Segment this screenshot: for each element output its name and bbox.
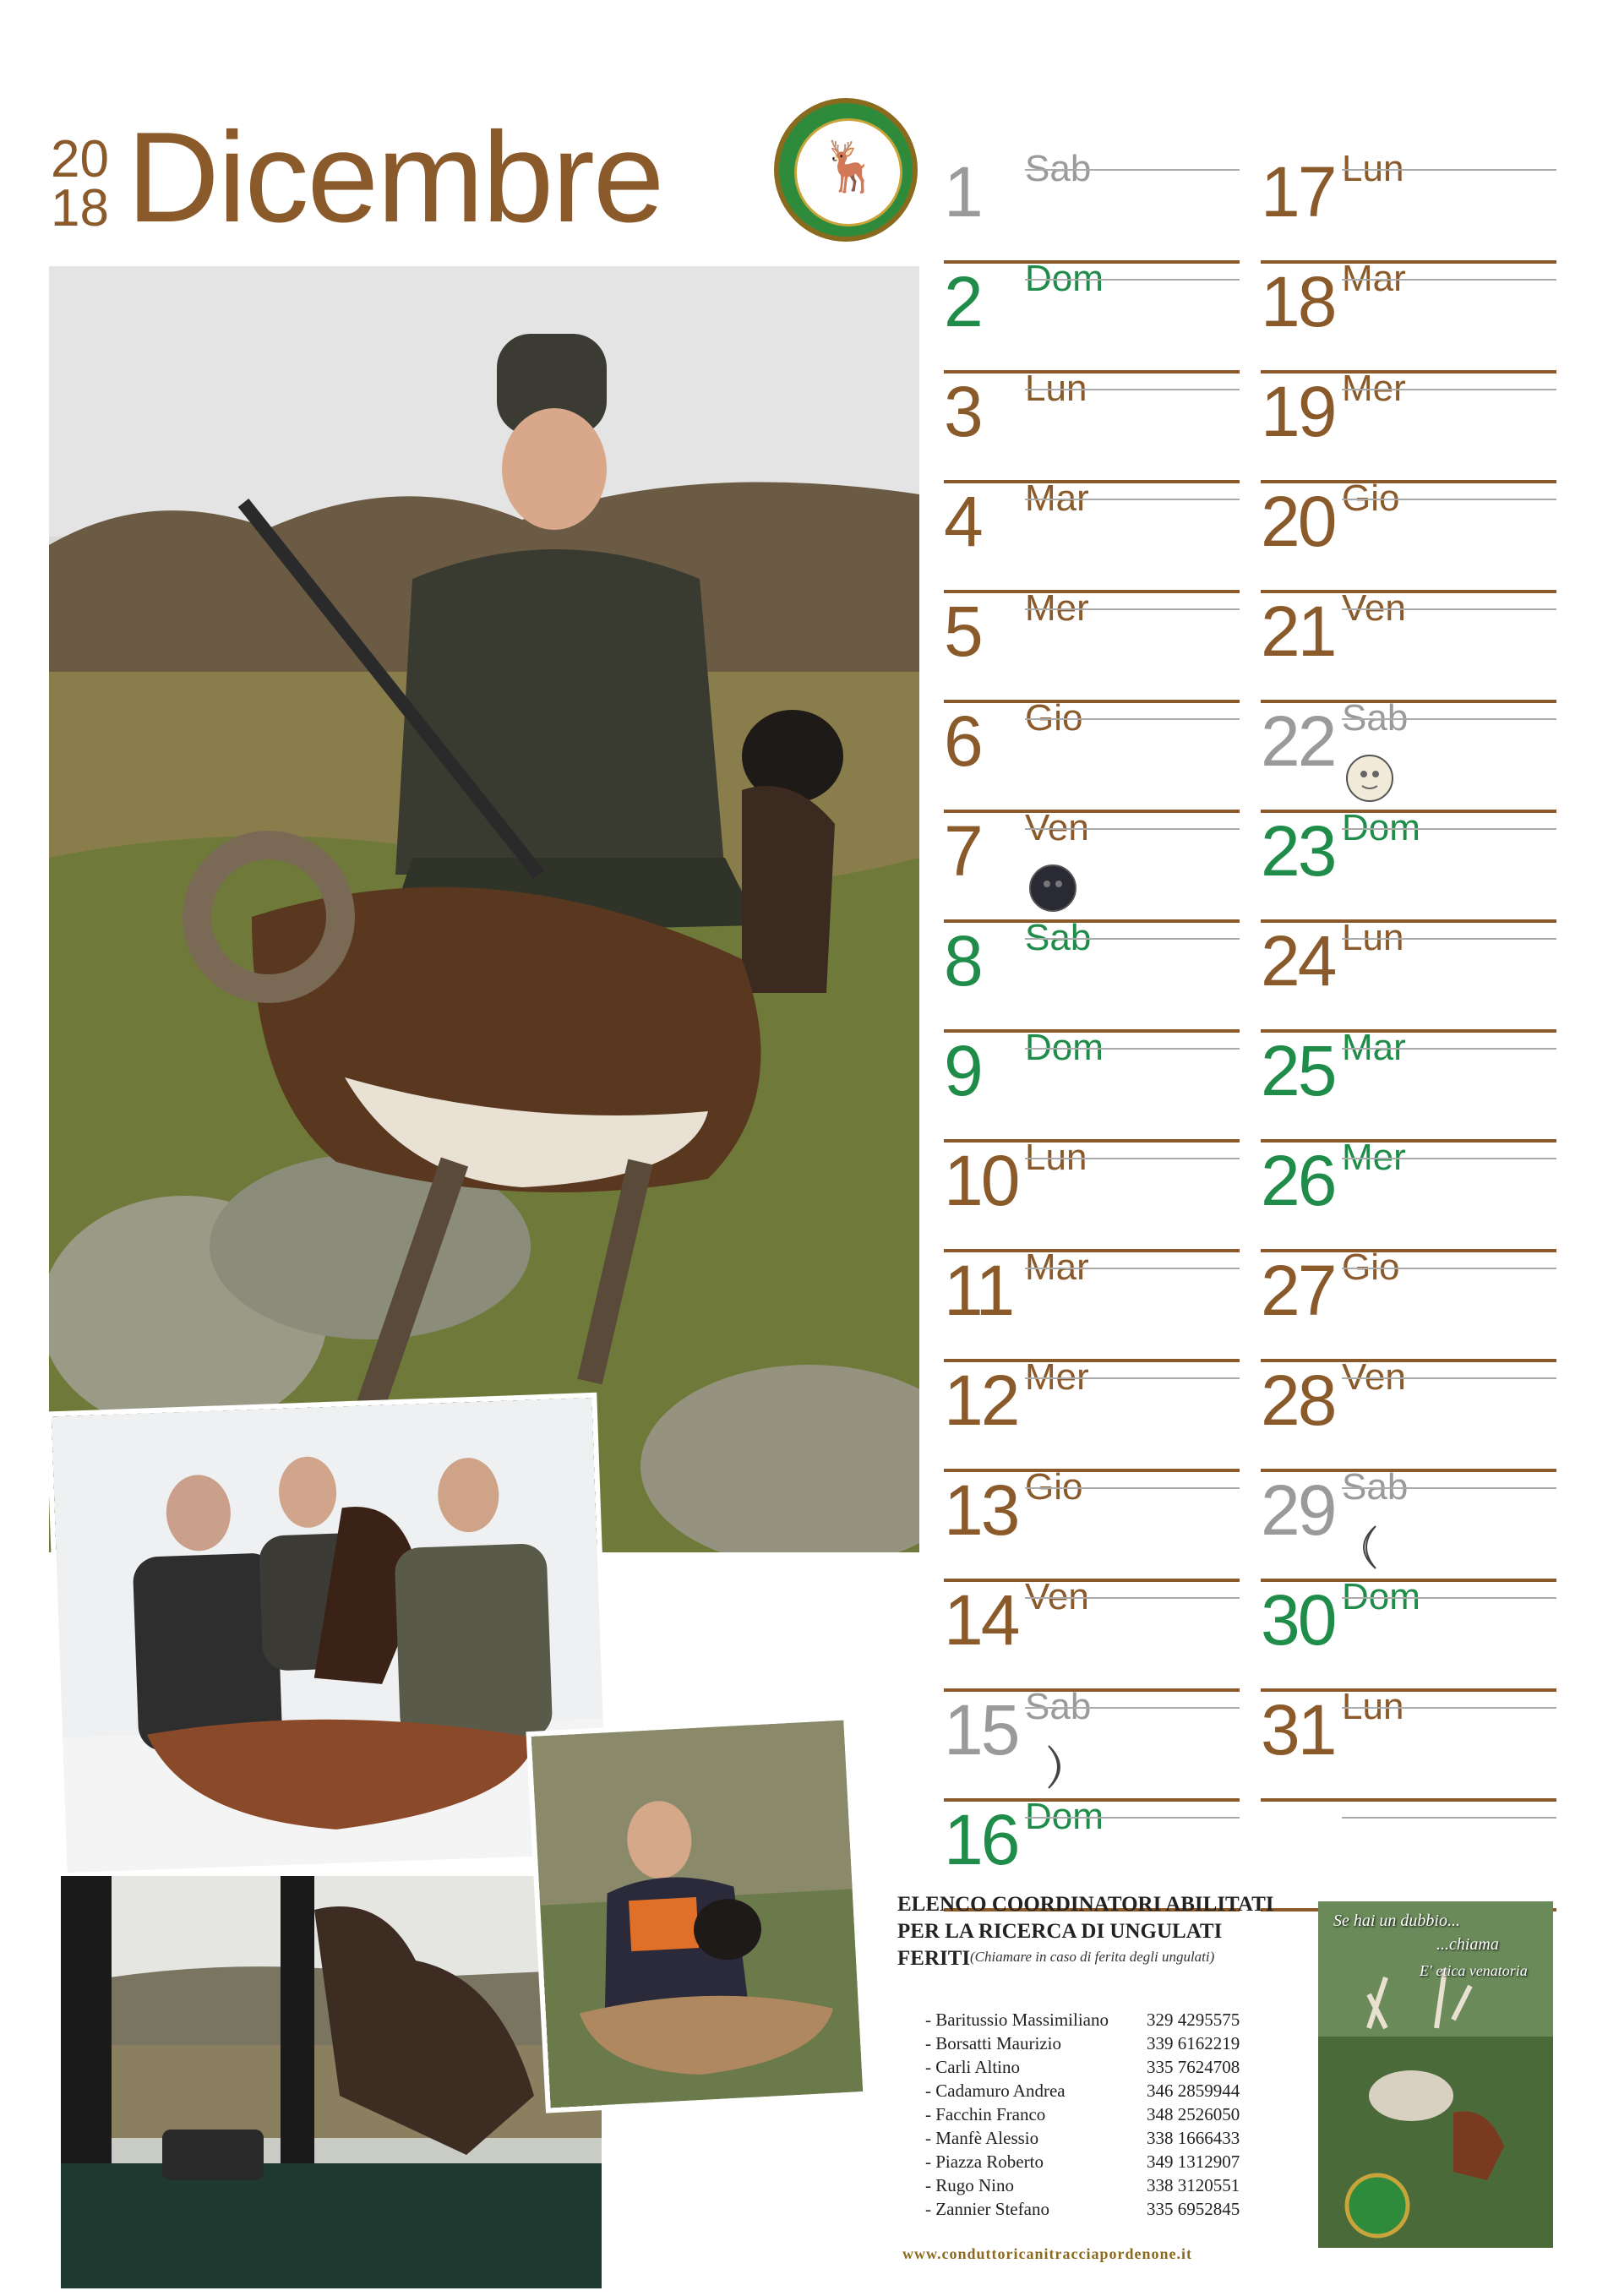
day-row [1261, 1783, 1556, 1893]
day-thin-line [1342, 1817, 1556, 1819]
day-row [1261, 1673, 1556, 1783]
year-label [51, 130, 109, 237]
day-thin-line [1025, 1158, 1240, 1159]
day-number: 27 [1261, 1251, 1335, 1330]
day-row [944, 1783, 1240, 1893]
day-thin-line [1025, 499, 1240, 500]
day-thin-line [1342, 389, 1556, 390]
day-row [1261, 355, 1556, 465]
day-name: Sab [1025, 1686, 1092, 1727]
day-thin-line [1342, 1158, 1556, 1159]
day-thin-line [1025, 169, 1240, 171]
day-row [1261, 684, 1556, 794]
main-photo-hunter-mouflon [49, 266, 919, 1552]
day-number: 13 [944, 1470, 1018, 1550]
coordinators-title-line1: ELENCO COORDINATORI ABILITATI [897, 1893, 1274, 1916]
day-thin-line [1342, 169, 1556, 171]
day-row [1261, 465, 1556, 575]
day-thin-line [1342, 279, 1556, 281]
coordinator-phone[interactable]: 348 2526050 [1147, 2104, 1240, 2124]
day-thin-line [1025, 608, 1240, 610]
coordinator-phone[interactable]: 329 4295575 [1147, 2010, 1240, 2030]
day-thin-line [1025, 1268, 1240, 1269]
day-name: Ven [1342, 587, 1406, 629]
day-number: 21 [1261, 592, 1335, 671]
day-thin-line [1342, 1377, 1556, 1379]
day-number: 20 [1261, 482, 1335, 561]
day-name: Sab [1342, 1466, 1409, 1508]
day-number: 16 [944, 1800, 1018, 1879]
day-name: Dom [1342, 1576, 1420, 1617]
day-name: Gio [1025, 1466, 1083, 1508]
day-name: Lun [1025, 1137, 1087, 1178]
day-number: 28 [1261, 1361, 1335, 1440]
day-number: 14 [944, 1580, 1018, 1660]
day-thin-line [1025, 1377, 1240, 1379]
day-name: Ven [1342, 1356, 1406, 1398]
day-number: 2 [944, 262, 981, 341]
poster-ethics [1318, 1901, 1553, 2248]
day-row [1261, 1234, 1556, 1344]
day-row [1261, 794, 1556, 904]
day-row [944, 1673, 1240, 1783]
coordinator-phone[interactable]: 338 1666433 [1147, 2128, 1240, 2148]
day-row [1261, 575, 1556, 684]
coordinator-row [925, 2057, 1289, 2081]
day-name: Dom [1025, 1027, 1104, 1068]
coordinator-name: - Zannier Stefano [925, 2199, 1049, 2219]
coordinator-row [925, 2081, 1289, 2104]
coordinator-row [925, 2010, 1289, 2033]
coordinator-name: - Cadamuro Andrea [925, 2081, 1066, 2101]
day-row [944, 135, 1240, 245]
day-name: Dom [1025, 1796, 1104, 1837]
coordinator-phone[interactable]: 349 1312907 [1147, 2151, 1240, 2172]
day-thin-line [1025, 1817, 1240, 1819]
coordinator-name: - Facchin Franco [925, 2104, 1046, 2124]
day-number: 11 [944, 1251, 1013, 1330]
day-row [944, 794, 1240, 904]
day-number: 12 [944, 1361, 1018, 1440]
day-thin-line [1025, 279, 1240, 281]
month-title: Dicembre [127, 106, 663, 249]
day-thin-line [1342, 1048, 1556, 1050]
day-name: Mer [1342, 368, 1406, 409]
day-row [944, 1014, 1240, 1124]
day-name: Mar [1342, 258, 1406, 299]
day-thin-line [1025, 1487, 1240, 1489]
day-number: 31 [1261, 1690, 1335, 1770]
day-number: 23 [1261, 811, 1335, 891]
day-thin-line [1025, 1707, 1240, 1709]
day-row [944, 355, 1240, 465]
day-number: 26 [1261, 1141, 1335, 1220]
day-name: Sab [1025, 148, 1092, 189]
poster-line2: ...chiama [1436, 1935, 1499, 1954]
day-row [1261, 1563, 1556, 1673]
day-thin-line [1342, 1487, 1556, 1489]
day-number: 7 [944, 811, 981, 891]
day-row [944, 1453, 1240, 1563]
coordinator-name: - Baritussio Massimiliano [925, 2010, 1109, 2030]
day-thin-line [1342, 938, 1556, 940]
day-number: 6 [944, 701, 981, 781]
coordinator-name: - Carli Altino [925, 2057, 1020, 2077]
day-row [944, 904, 1240, 1014]
day-row [1261, 1124, 1556, 1234]
day-number: 25 [1261, 1031, 1335, 1110]
coordinator-row [925, 2104, 1289, 2128]
day-thin-line [1342, 718, 1556, 720]
day-name: Sab [1342, 697, 1409, 739]
day-number: 9 [944, 1031, 981, 1110]
coordinator-name: - Rugo Nino [925, 2175, 1014, 2195]
day-number: 5 [944, 592, 981, 671]
coordinator-row [925, 2128, 1289, 2151]
day-name: Lun [1342, 148, 1404, 189]
day-name: Lun [1342, 917, 1404, 958]
day-name: Dom [1025, 258, 1104, 299]
coordinator-row [925, 2199, 1289, 2222]
day-thin-line [1342, 1597, 1556, 1599]
day-number: 29 [1261, 1470, 1335, 1550]
day-number: 4 [944, 482, 981, 561]
day-name: Ven [1025, 1576, 1089, 1617]
coordinators-title-line2: PER LA RICERCA DI UNGULATI FERITI [897, 1920, 1223, 1970]
day-number: 8 [944, 921, 981, 1001]
day-row [1261, 1453, 1556, 1563]
coordinator-name: - Borsatti Maurizio [925, 2033, 1061, 2053]
day-name: Mer [1342, 1137, 1406, 1178]
day-number: 18 [1261, 262, 1335, 341]
day-row [944, 684, 1240, 794]
day-thin-line [1025, 938, 1240, 940]
day-number: 1 [944, 152, 981, 232]
day-row [944, 465, 1240, 575]
deer-antler-logo-icon: 🦌 [774, 98, 918, 242]
day-number: 17 [1261, 152, 1335, 232]
day-row [944, 1124, 1240, 1234]
coordinators-subtitle: (Chiamare in caso di ferita degli ungulati) [970, 1949, 1215, 1965]
coordinator-name: - Piazza Roberto [925, 2151, 1044, 2172]
day-name: Sab [1025, 917, 1092, 958]
day-number: 10 [944, 1141, 1018, 1220]
day-name: Mar [1342, 1027, 1406, 1068]
day-number: 30 [1261, 1580, 1335, 1660]
day-name: Mer [1025, 587, 1089, 629]
day-number: 22 [1261, 701, 1335, 781]
day-row [1261, 245, 1556, 355]
day-number: 19 [1261, 372, 1335, 451]
day-number: 15 [944, 1690, 1018, 1770]
coordinator-phone[interactable]: 338 3120551 [1147, 2175, 1240, 2195]
day-name: Gio [1342, 1246, 1400, 1288]
coordinator-row [925, 2151, 1289, 2175]
day-thin-line [1342, 608, 1556, 610]
day-row [944, 1563, 1240, 1673]
day-name: Lun [1025, 368, 1087, 409]
coordinator-phone[interactable]: 346 2859944 [1147, 2081, 1240, 2101]
coordinator-phone[interactable]: 335 7624708 [1147, 2057, 1240, 2077]
day-thin-line [1025, 718, 1240, 720]
day-thin-line [1342, 828, 1556, 830]
day-name: Mar [1025, 477, 1089, 519]
day-name: Mer [1025, 1356, 1089, 1398]
coordinator-row [925, 2033, 1289, 2057]
day-row [1261, 904, 1556, 1014]
day-thin-line [1025, 1597, 1240, 1599]
coordinator-phone[interactable]: 335 6952845 [1147, 2199, 1240, 2219]
day-row [944, 1344, 1240, 1453]
poster-line1: Se hai un dubbio... [1333, 1912, 1460, 1930]
day-thin-line [1342, 1707, 1556, 1709]
coordinator-phone[interactable]: 339 6162219 [1147, 2033, 1240, 2053]
day-thin-line [1342, 499, 1556, 500]
day-row [944, 245, 1240, 355]
poster-line3: E' etica venatoria [1420, 1962, 1528, 1979]
day-thin-line [1025, 389, 1240, 390]
day-row [1261, 135, 1556, 245]
year-bottom: 18 [51, 179, 109, 237]
day-number: 3 [944, 372, 981, 451]
day-row [1261, 1014, 1556, 1124]
coordinator-row [925, 2175, 1289, 2199]
day-thin-line [1342, 1268, 1556, 1269]
day-thin-line [1025, 828, 1240, 830]
photo-hunters-snow [52, 1398, 608, 1873]
photo-dog-in-car [61, 1876, 602, 2288]
day-name: Gio [1025, 697, 1083, 739]
website-link[interactable]: www.conduttoricanitracciapordenone.it [902, 2245, 1192, 2262]
day-row [944, 1234, 1240, 1344]
day-number: 24 [1261, 921, 1335, 1001]
day-name: Gio [1342, 477, 1400, 519]
day-thin-line [1025, 1048, 1240, 1050]
day-name: Mar [1025, 1246, 1089, 1288]
photo-man-dog-deer [531, 1721, 864, 2108]
day-row [944, 575, 1240, 684]
day-name: Lun [1342, 1686, 1404, 1727]
day-name: Ven [1025, 807, 1089, 848]
year-top: 20 [51, 130, 109, 188]
day-row [1261, 1344, 1556, 1453]
coordinator-name: - Manfè Alessio [925, 2128, 1039, 2148]
day-name: Dom [1342, 807, 1420, 848]
